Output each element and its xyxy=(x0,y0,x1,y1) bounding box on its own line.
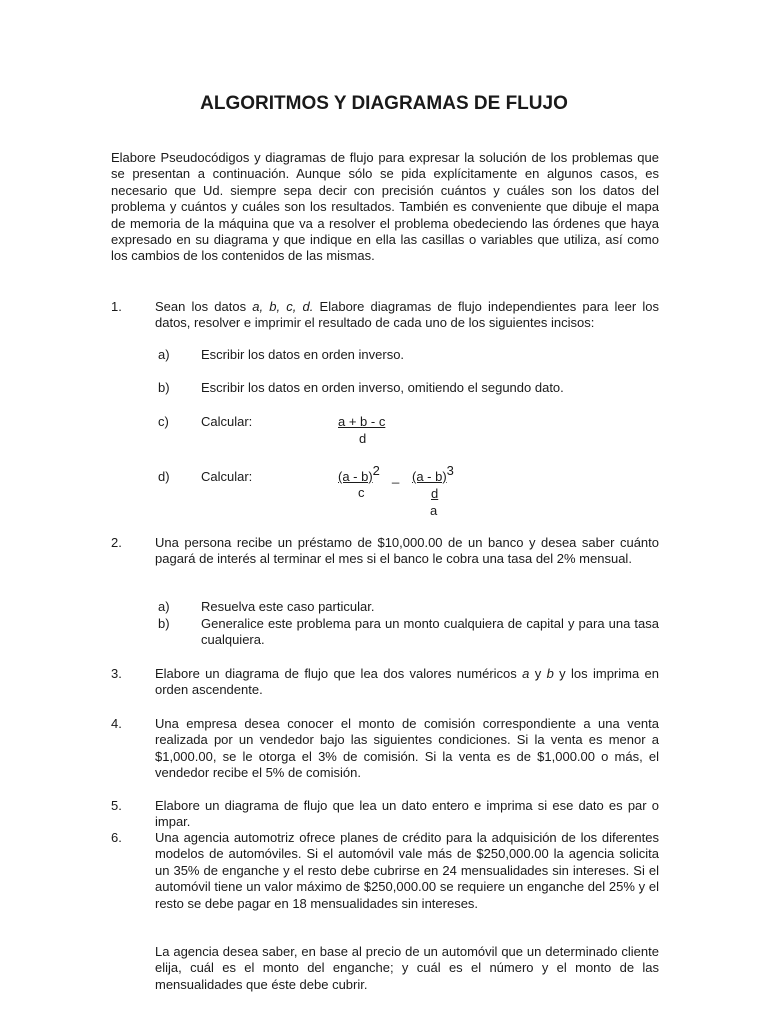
p2b-text: Generalice este problema para un monto cualquiera de capital y para una tasa cualquiera. xyxy=(201,616,659,648)
e1: 2 xyxy=(372,463,380,478)
problem-5-number: 5. xyxy=(111,798,122,813)
p1b-text: Escribir los datos en orden inverso, omitiendo el segundo dato. xyxy=(201,380,564,395)
p3-mid: y xyxy=(529,666,547,681)
problem-4-number: 4. xyxy=(111,716,122,731)
p1d-den2b: a xyxy=(430,503,438,518)
intro-paragraph: Elabore Pseudocódigos y diagramas de flujo para expresar la solución de los problemas que se presentan a continuación. Aunque sólo se pida explícitamente en algunos casos, es necesario que Ud. siempre sepa decir con precisión cuántos y cuáles son los datos del problema y cuántos y cuáles son los resultados. También es conveniente que dibuje el mapa de memoria de la máquina que va a resolver el problema obedeciendo las órdenes que haya expresado en su diagrama y que indique en ella las casillas o variables que utiliza, así como los cambios de los contenidos de las mismas. xyxy=(111,150,659,264)
problem-6-text: Una agencia automotriz ofrece planes de crédito para la adquisición de los diferentes modelos de automóviles. Si el automóvil vale más de $250,000.00 la agencia solicita un 35% de enganche y el resto debe cubrirse en 24 mensualidades sin intereses. Si el automóvil tiene un valor máximo de $250,000.00 se requiere un enganche del 25% y el resto se debe pagar en 18 mensualidades sin intereses. xyxy=(155,830,659,911)
p1a-text: Escribir los datos en orden inverso. xyxy=(201,347,405,362)
t1: (a - b) xyxy=(338,469,373,484)
problem-1-number: 1. xyxy=(111,299,122,314)
p1c-denominator: d xyxy=(359,431,367,446)
p2a-text: Resuelva este caso particular. xyxy=(201,599,375,614)
p1a-label: a) xyxy=(158,347,170,362)
p1-vars: a, b, c, d. xyxy=(252,299,314,314)
e2: 3 xyxy=(446,463,454,478)
p1c-numerator: a + b - c xyxy=(338,414,386,429)
p1d-minus: _ xyxy=(392,469,400,484)
page-title: ALGORITMOS Y DIAGRAMAS DE FLUJO xyxy=(200,93,568,114)
problem-6-number: 6. xyxy=(111,830,122,845)
problem-4-text: Una empresa desea conocer el monto de comisión correspondiente a una venta realizada por un vendedor bajo las siguientes condiciones. Si la venta es menor a $1,000.00, se le otorga el 3% de comisión. Si la venta es de $1,000.00 o más, el vendedor recibe el 5% de comisión. xyxy=(155,716,659,781)
problem-3-text xyxy=(155,666,659,699)
problem-2-number: 2. xyxy=(111,535,122,550)
p2a-label: a) xyxy=(158,599,170,614)
p3-post: y los imprima en orden ascendente. xyxy=(155,666,660,698)
problem-1-text xyxy=(155,299,659,332)
p1c-text: Calcular: xyxy=(201,414,253,429)
p3-a: a xyxy=(522,666,530,681)
p1d-label: d) xyxy=(158,469,170,484)
problem-6-text-2: La agencia desea saber, en base al precio de un automóvil que un determinado cliente elija, cuál es el monto del enganche; y cuál es el número y el monto de las mensualidades que éste debe cubrir. xyxy=(155,944,659,992)
p3-pre: Elabore un diagrama de flujo que lea dos valores numéricos xyxy=(155,666,523,681)
p1d-text: Calcular: xyxy=(201,469,253,484)
t2: (a - b) xyxy=(412,469,447,484)
p1d-term2 xyxy=(412,463,454,485)
p1d-den2a: d xyxy=(431,486,439,501)
p1d-den1: c xyxy=(358,485,365,500)
p1b-label: b) xyxy=(158,380,170,395)
p3-b: b xyxy=(546,666,554,681)
problem-5-text: Elabore un diagrama de flujo que lea un dato entero e imprima si ese dato es par o impar. xyxy=(155,798,659,830)
p1c-label: c) xyxy=(158,414,169,429)
p2b-label: b) xyxy=(158,616,170,631)
problem-2-text: Una persona recibe un préstamo de $10,000.00 de un banco y desea saber cuánto pagará de interés al terminar el mes si el banco le cobra una tasa del 2% mensual. xyxy=(155,535,659,567)
p1-post: Elabore diagramas de flujo independientes para leer los datos, resolver e imprimir el resultado de cada uno de los siguientes incisos: xyxy=(155,299,659,331)
p1-pre: Sean los datos xyxy=(155,299,253,314)
problem-3-number: 3. xyxy=(111,666,122,681)
p1d-term1 xyxy=(338,463,380,485)
